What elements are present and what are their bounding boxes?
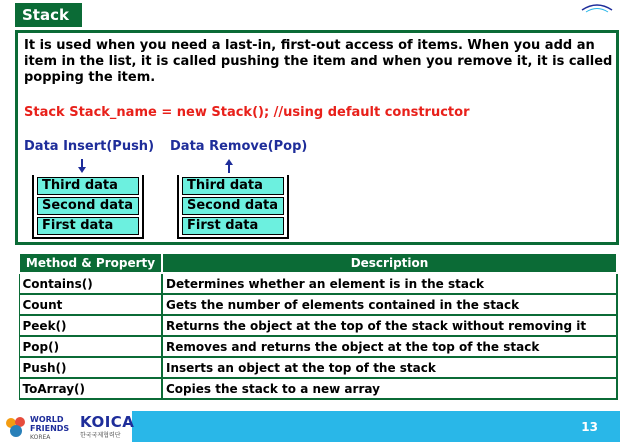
table-cell-description: Determines whether an element is in the stack (162, 273, 617, 294)
push-title: Data Insert(Push) (24, 139, 155, 154)
koica-logo: KOICA (80, 413, 135, 431)
table-row (19, 315, 617, 336)
table-header: Description (162, 253, 617, 273)
arrow-down-icon (76, 159, 88, 173)
method-table (18, 252, 618, 400)
table-row (19, 294, 617, 315)
koica-subtitle: 한국국제협력단 (80, 432, 121, 439)
world-friends-logo-icon (3, 414, 29, 440)
table-cell-description: Copies the stack to a new array (162, 378, 617, 399)
table-cell-method: Count (19, 294, 162, 315)
push-stack (32, 175, 144, 239)
table-cell-method: Peek() (19, 315, 162, 336)
table-cell-method: Pop() (19, 336, 162, 357)
table-cell-method: Contains() (19, 273, 162, 294)
top-logo-icon (580, 0, 614, 14)
content-box (15, 30, 619, 245)
code-line: Stack Stack_name = new Stack(); //using default constructor (24, 105, 470, 120)
page-number: 13 (581, 420, 598, 434)
table-row (19, 357, 617, 378)
push-stack-item: Third data (37, 177, 139, 195)
table-cell-description: Returns the object at the top of the stack without removing it (162, 315, 617, 336)
slide-title: Stack (15, 3, 82, 27)
table-cell-description: Gets the number of elements contained in the stack (162, 294, 617, 315)
table-cell-method: ToArray() (19, 378, 162, 399)
description-text: It is used when you need a last-in, first-out access of items. When you add an item in the list, it is called pushing the item and when you remove it, it is called popping the item. (24, 38, 613, 85)
push-stack-item: First data (37, 217, 139, 235)
table-header: Method & Property (19, 253, 162, 273)
push-stack-item: Second data (37, 197, 139, 215)
pop-title: Data Remove(Pop) (170, 139, 308, 154)
pop-stack-item: First data (182, 217, 284, 235)
footer-logo-area (0, 411, 135, 442)
world-friends-logo: WORLD FRIENDS KOREA (30, 415, 70, 441)
table-row (19, 273, 617, 294)
arrow-up-icon (223, 159, 235, 173)
pop-stack-item: Second data (182, 197, 284, 215)
table-header-row (19, 253, 617, 273)
table-cell-method: Push() (19, 357, 162, 378)
footer-bar (0, 411, 620, 442)
pop-stack (177, 175, 289, 239)
table-cell-description: Removes and returns the object at the top of the stack (162, 336, 617, 357)
table-cell-description: Inserts an object at the top of the stack (162, 357, 617, 378)
pop-stack-item: Third data (182, 177, 284, 195)
table-row (19, 378, 617, 399)
table-row (19, 336, 617, 357)
